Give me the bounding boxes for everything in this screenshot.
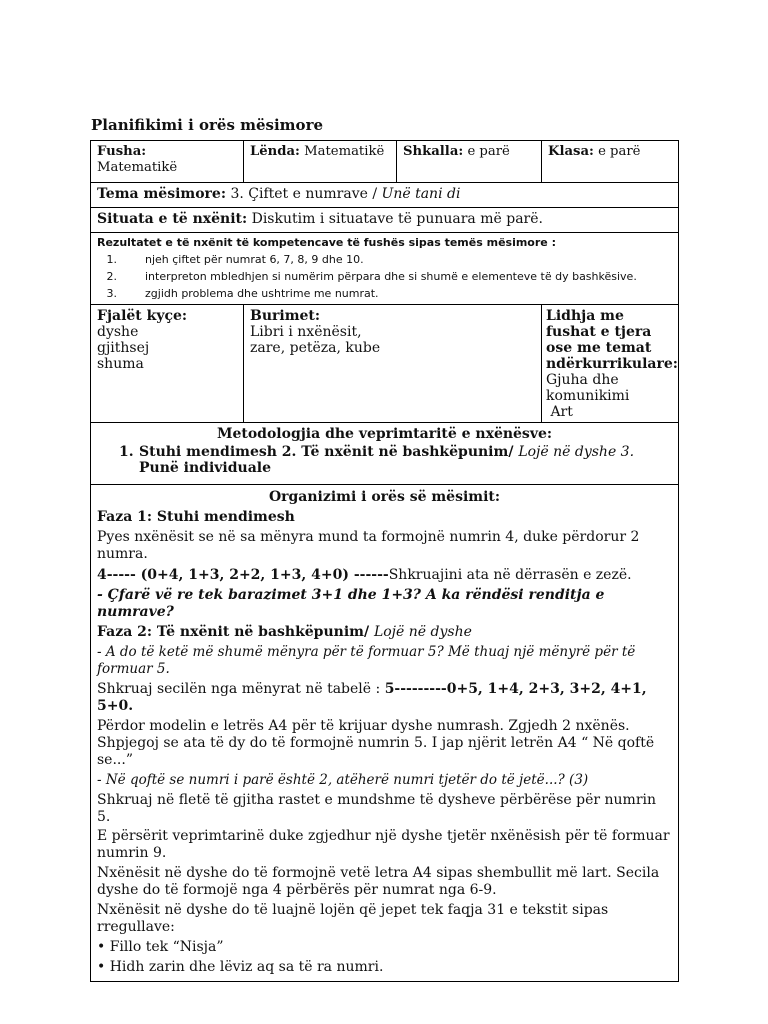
fjalet-item: dyshe [97, 324, 139, 340]
organizimi-p11: Nxënësit në dyshe do të luajnë lojën që jepet tek faqja 31 e tekstit sipas rregullave: [97, 902, 609, 935]
list-item: 1. Stuhi mendimesh 2. Të nxënit në bashkëpunim/ Lojë në dyshe 3. Punë individuale [119, 444, 635, 476]
cell-lidhja [542, 305, 679, 423]
fusha-label: Fusha: [97, 144, 147, 159]
organizimi-p9: E përsërit veprimtarinë duke zgjedhur një dyshe tjetër nxënësish për të formuar numrin 9. [97, 828, 670, 861]
fusha-value: Matematikë [97, 160, 178, 175]
row-metodologjia [91, 423, 679, 485]
lidhja-item: Art [546, 404, 573, 420]
organizimi-p2: 4----- (0+4, 1+3, 2+2, 1+3, 4+0) ------Shkruajini ata në dërrasën e zezë. [97, 567, 632, 583]
fjalet-item: gjithsej [97, 340, 150, 356]
organizimi-p1: Pyes nxënësit se në sa mënyra mund ta formojnë numrin 4, duke përdorur 2 numra. [97, 529, 640, 562]
organizimi-p10: Nxënësit në dyshe do të formojnë vetë letra A4 sipas shembullit më lart. Secila dyshe do të formojë nga 4 përbërës për numrat nga 6-9. [97, 865, 660, 898]
metodologjia-list [97, 444, 672, 476]
klasa-label: Klasa: [548, 144, 594, 159]
rezultatet-title: Rezultatet e të nxënit të kompetencave të fushës sipas temës mësimore : [97, 236, 556, 249]
rezultatet-list [97, 251, 672, 302]
situata-value: Diskutim i situatave të punuara më parë. [251, 211, 543, 227]
tema-value: 3. Çiftet e numrave / [230, 186, 382, 202]
cell-organizimi [91, 485, 679, 982]
fjalet-item: shuma [97, 356, 144, 372]
lenda-label: Lënda: [250, 144, 300, 159]
cell-fjalet [91, 305, 244, 423]
cell-rezultatet [91, 233, 679, 305]
faza1-label: Faza 1: Stuhi mendimesh [97, 509, 295, 525]
shkalla-label: Shkalla: [403, 144, 464, 159]
tema-value-italic: Unë tani di [381, 186, 461, 202]
organizimi-p8: Shkruaj në fletë të gjitha rastet e mundshme të dysheve përbërëse për numrin 5. [97, 792, 657, 825]
list-item: 1. njeh çiftet për numrat 6, 7, 8, 9 dhe 10. [106, 253, 364, 266]
tema-label: Tema mësimore: [97, 186, 227, 202]
cell-lenda [244, 141, 397, 183]
cell-shkalla [397, 141, 542, 183]
klasa-value: e parë [598, 144, 641, 159]
cell-burimet [244, 305, 542, 423]
organizimi-p5: Shkruaj secilën nga mënyrat në tabelë : 5---------0+5, 1+4, 2+3, 3+2, 4+1, 5+0. [97, 681, 647, 714]
fjalet-label: Fjalët kyçe: [97, 308, 188, 324]
cell-klasa [542, 141, 679, 183]
lenda-value: Matematikë [304, 144, 385, 159]
row-tema [91, 183, 679, 208]
organizimi-p4: - A do të ketë më shumë mënyra për të formuar 5? Më thuaj një mënyrë për të formuar 5. [97, 644, 636, 677]
cell-metodologjia [91, 423, 679, 485]
organizimi-title: Organizimi i orës së mësimit: [268, 489, 501, 505]
organizimi-p7: - Në qoftë se numri i parë është 2, atëherë numri tjetër do të jetë...? (3) [97, 772, 589, 788]
row-keywords [91, 305, 679, 423]
cell-situata [91, 208, 679, 233]
burimet-item: zare, petëza, kube [250, 340, 381, 356]
organizimi-p13: • Hidh zarin dhe lëviz aq sa të ra numri. [97, 959, 384, 975]
burimet-item: Libri i nxënësit, [250, 324, 362, 340]
organizimi-p12: • Fillo tek “Nisja” [97, 939, 224, 955]
lesson-plan-table [90, 140, 679, 982]
page-title: Planifikimi i orës mësimore [91, 116, 324, 134]
metodologjia-title: Metodologjia dhe veprimtaritë e nxënësve: [216, 426, 553, 442]
organizimi-p6: Përdor modelin e letrës A4 për të krijuar dyshe numrash. Zgjedh 2 nxënës. Shpjegoj se ata të dy do të formojnë numrin 5. I jap njërit letrën A4 “ Në qoftë se...” [97, 718, 655, 768]
faza2-heading: Faza 2: Të nxënit në bashkëpunim/ Lojë në dyshe [97, 624, 472, 640]
burimet-label: Burimet: [250, 308, 321, 324]
row-organizimi [91, 485, 679, 982]
row-rezultatet [91, 233, 679, 305]
row-situata [91, 208, 679, 233]
list-item: 3. zgjidh problema dhe ushtrime me numrat. [106, 287, 379, 300]
shkalla-value: e parë [467, 144, 510, 159]
cell-fusha [91, 141, 244, 183]
cell-tema [91, 183, 679, 208]
organizimi-p3: - Çfarë vë re tek barazimet 3+1 dhe 1+3? A ka rëndësi renditja e numrave? [97, 587, 605, 620]
lidhja-item: Gjuha dhe komunikimi [546, 372, 630, 404]
row-info [91, 141, 679, 183]
situata-label: Situata e të nxënit: [97, 211, 248, 227]
lidhja-label: Lidhja me fushat e tjera ose me temat ndërkurrikulare: [546, 308, 678, 372]
list-item: 2. interpreton mbledhjen si numërim përpara dhe si shumë e elementeve të dy bashkësive. [106, 270, 637, 283]
